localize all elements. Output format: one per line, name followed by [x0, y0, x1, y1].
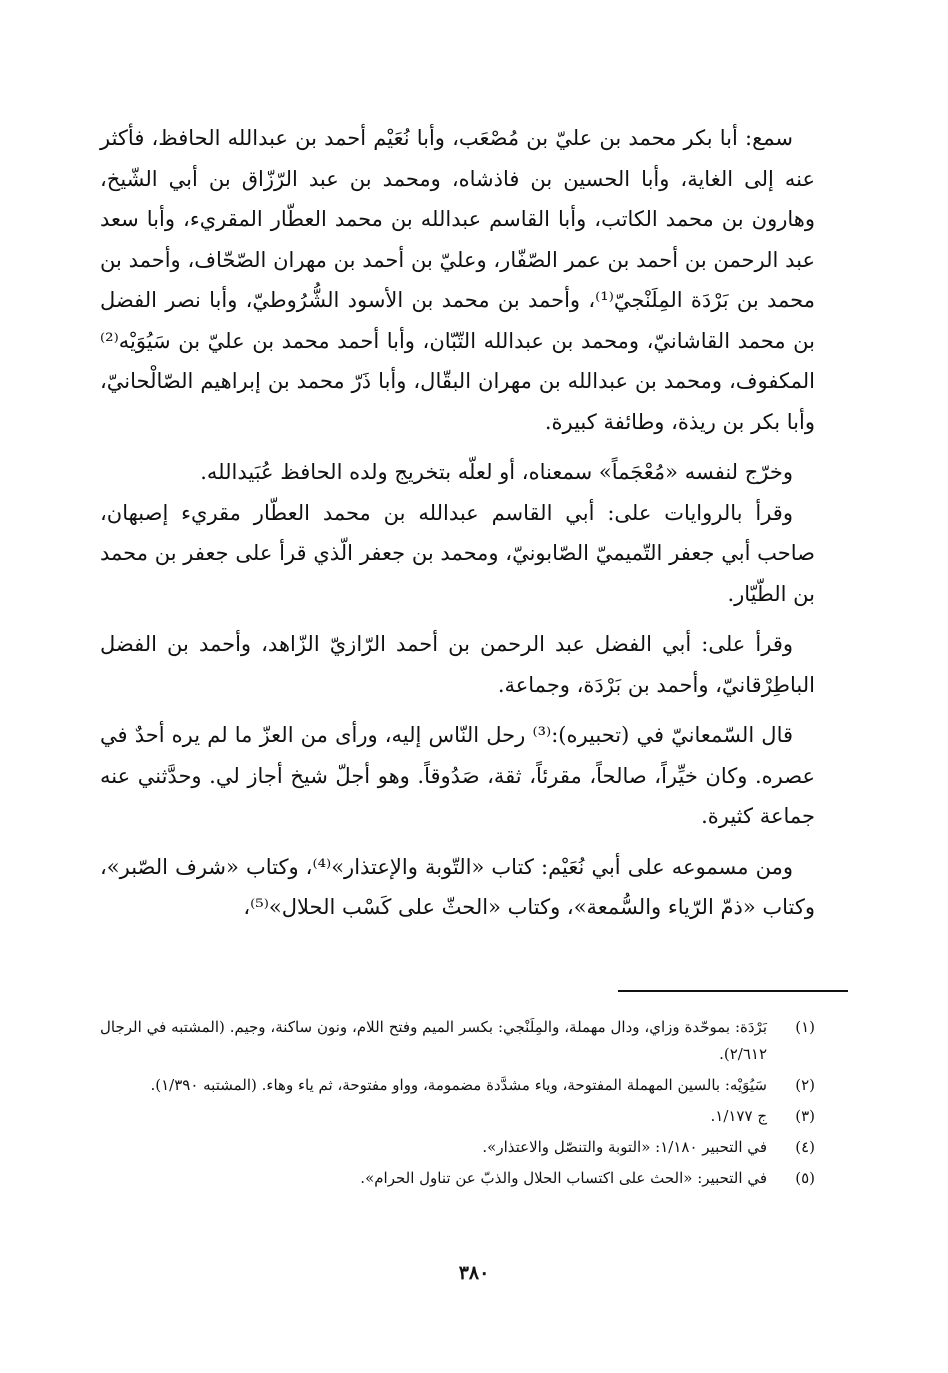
footnote-divider — [618, 990, 848, 992]
paragraph: وقرأ على: أبي الفضل عبد الرحمن بن أحمد الرّازيّ الزّاهد، وأحمد بن الفضل الباطِرْقانيّ، وأحمد بن بَرْدَة، وجماعة. — [100, 632, 815, 697]
footnote-text: سَيُوَيْه: بالسين المهملة المفتوحة، وياء مشدَّدة مضمومة، وواو مفتوحة، ثم ياء وهاء. (المشتبه ١/٣٩٠). — [150, 1076, 767, 1094]
footnote-number: (١) — [795, 1018, 815, 1036]
footnote-number: (٤) — [795, 1138, 815, 1156]
paragraph: سمع: أبا بكر محمد بن عليّ بن مُصْعَب، وأبا نُعَيْم أحمد بن عبدالله الحافظ، فأكثر عنه إلى الغاية، وأبا الحسين بن فاذشاه، ومحمد بن عبد الرّزّاق بن أبي الشّيخ، وهارون بن محمد الكاتب، وأبا القاسم عبدالله بن محمد العطّار المقريء، وأبا سعد عبد الرحمن بن أحمد بن عمر الصّفّار، وعليّ بن أحمد بن مهران الصّحّاف، وأحمد بن محمد بن بَرْدَة المِلَنْجيّ⁽¹⁾، وأحمد بن محمد بن الأسود الشُّرُوطيّ، وأبا نصر الفضل بن محمد القاشانيّ، ومحمد بن عبدالله التّبّان، وأبا أحمد محمد بن عليّ بن سَيُوَيْه⁽²⁾ المكفوف، ومحمد بن عبدالله بن مهران البقّال، وأبا ذَرّ محمد بن إبراهيم الصّالْحانيّ، وأبا بكر بن ريذة، وطائفة كبيرة. — [100, 126, 815, 434]
paragraph: وخرّج لنفسه «مُعْجَماً» سمعناه، أو لعلّه بتخريج ولده الحافظ عُبَيدالله. — [200, 460, 793, 484]
footnote-text: ج ١/١٧٧. — [710, 1107, 767, 1125]
footnote-text: بَرْدَة: بموحّدة وزاي، ودال مهملة، والمِلَنْجي: بكسر الميم وفتح اللام، ونون ساكنة، وجيم. (المشتبه في الرجال ٢/٦١٢). — [100, 1018, 767, 1063]
paragraph: ومن مسموعه على أبي نُعَيْم: كتاب «التّوبة والإعتذار»⁽⁴⁾، وكتاب «شرف الصّبر»، وكتاب «ذمّ الرّياء والسُّمعة»، وكتاب «الحثّ على كَسْب الحلال»⁽⁵⁾، — [100, 854, 815, 919]
page-number: ٣٨٠ — [458, 1262, 490, 1284]
footnote-number: (٥) — [795, 1169, 815, 1187]
footnote — [100, 1072, 815, 1099]
paragraph: قال السّمعانيّ في (تحبيره):⁽³⁾ رحل النّاس إليه، ورأى من العزّ ما لم يره أحدٌ في عصره. وكان خيِّراً، صالحاً، مقرئاً، ثقة، صَدُوقاً. وهو أجلّ شيخ أجاز لي. وحدَّثني عنه جماعة كثيرة. — [100, 723, 815, 828]
footnote-text: في التحبير ١/١٨٠: «التوبة والتنصّل والاعتذار». — [482, 1138, 767, 1156]
footnote-number: (٣) — [795, 1107, 815, 1125]
main-text — [100, 118, 815, 928]
footnote-number: (٢) — [795, 1076, 815, 1094]
footnote-text: في التحبير: «الحث على اكتساب الحلال والذبّ عن تناول الحرام». — [360, 1169, 767, 1187]
footnote — [100, 1165, 815, 1192]
footnote — [100, 1014, 815, 1068]
page-body — [100, 118, 815, 928]
footnote — [100, 1134, 815, 1161]
footnote — [100, 1103, 815, 1130]
footnotes — [100, 1014, 815, 1196]
paragraph: وقرأ بالروايات على: أبي القاسم عبدالله بن محمد العطّار مقريء إصبهان، صاحب أبي جعفر التّميميّ الصّابونيّ، ومحمد بن جعفر الّذي قرأ على جعفر بن محمد بن الطّيّار. — [100, 500, 815, 606]
